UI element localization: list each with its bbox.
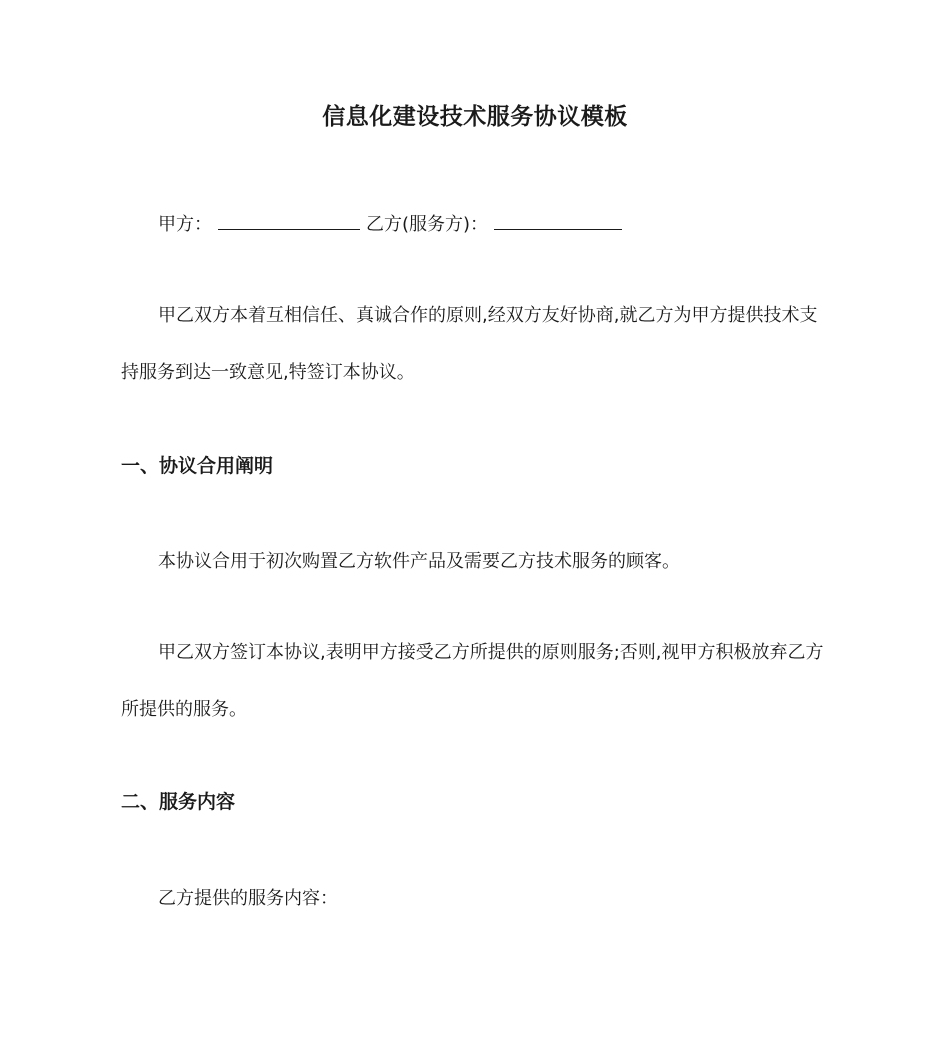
intro-line-1: 甲乙双方本着互相信任、真诚合作的原则,经双方友好协商,就乙方为甲方提供技术支 <box>158 305 818 326</box>
party-a-label: 甲方： <box>158 214 212 235</box>
party-a-blank <box>218 211 360 230</box>
section-1-para-1: 本协议合用于初次购置乙方软件产品及需要乙方技术服务的顾客。 <box>158 551 680 572</box>
document-title: 信息化建设技术服务协议模板 <box>322 104 628 130</box>
section-1-para-2-line-2: 所提供的服务。 <box>121 699 247 720</box>
section-1-heading: 一、协议合用阐明 <box>121 455 274 477</box>
section-2-para-1: 乙方提供的服务内容： <box>158 888 338 909</box>
party-b-blank <box>494 211 622 230</box>
section-1-para-2-line-1: 甲乙双方签订本协议,表明甲方接受乙方所提供的原则服务;否则,视甲方积极放弃乙方 <box>158 642 824 663</box>
party-b-label: 乙方(服务方)： <box>366 214 489 235</box>
section-2-heading: 二、服务内容 <box>121 791 236 813</box>
parties-line <box>158 210 628 236</box>
intro-line-2: 持服务到达一致意见,特签订本协议。 <box>121 362 415 383</box>
